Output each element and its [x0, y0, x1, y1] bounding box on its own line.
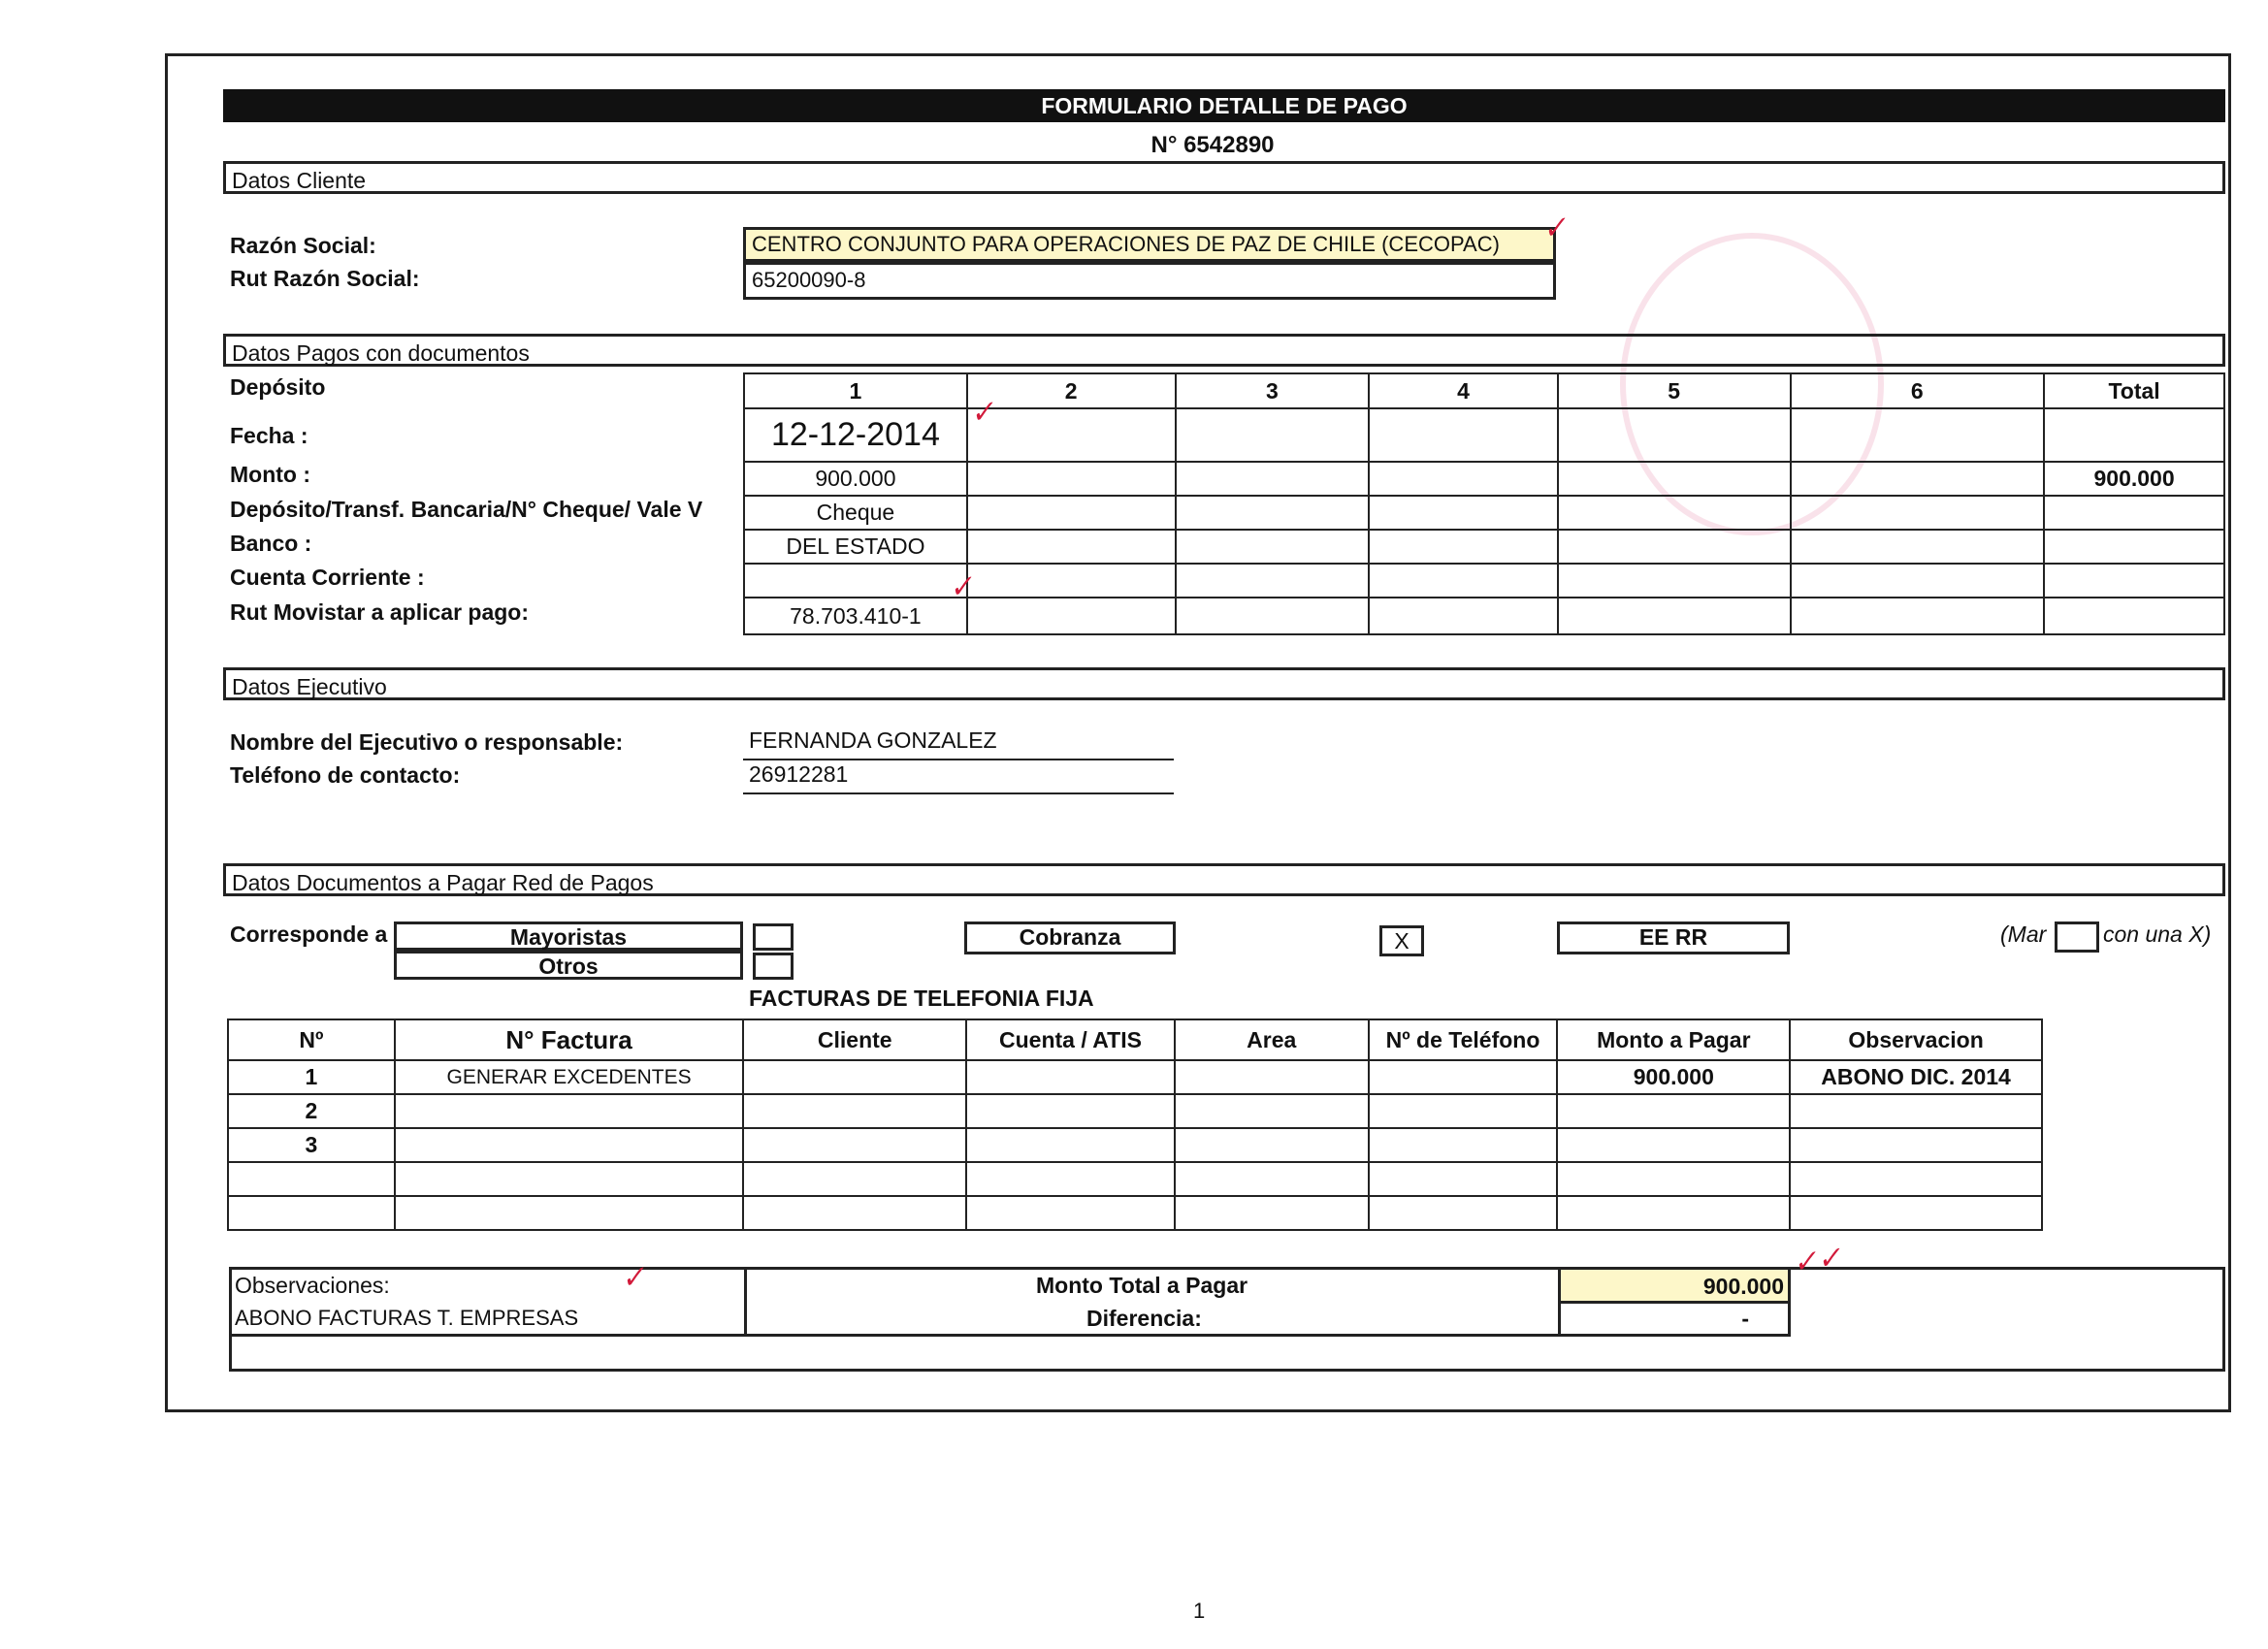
fecha-label: Fecha :	[230, 423, 308, 448]
tipo-cell-4	[1369, 496, 1558, 530]
rut-razon-social-value: 65200090-8	[743, 262, 1556, 300]
factura-row2-observacion	[1790, 1094, 2042, 1128]
factura-row4-cuenta	[966, 1162, 1175, 1196]
factura-row3-no: 3	[228, 1128, 395, 1162]
marque-example-box	[2055, 922, 2099, 953]
monto-cell-2	[967, 462, 1176, 496]
factura-row1-observacion: ABONO DIC. 2014	[1790, 1060, 2042, 1094]
factura-row1-monto: 900.000	[1557, 1060, 1790, 1094]
cuenta-corriente-label: Cuenta Corriente :	[230, 565, 425, 590]
rut-movistar-cell-4	[1369, 598, 1558, 634]
pagos-col-4: 4	[1369, 373, 1558, 408]
facturas-title: FACTURAS DE TELEFONIA FIJA	[749, 986, 1094, 1011]
check-mark: ✓	[946, 569, 976, 605]
factura-row4-telefono	[1369, 1162, 1558, 1196]
monto-cell-6	[1791, 462, 2045, 496]
banco-cell-2	[967, 530, 1176, 564]
rut-movistar-cell-5	[1558, 598, 1791, 634]
corresponde-label: Corresponde a	[230, 922, 388, 947]
check-mark: ✓	[618, 1260, 648, 1296]
fecha-cell-2	[967, 408, 1176, 462]
fecha-cell-1: 12-12-2014	[744, 408, 967, 462]
monto-cell-5	[1558, 462, 1791, 496]
telefono-contacto-value: 26912281	[743, 761, 1174, 794]
fecha-cell-4	[1369, 408, 1558, 462]
pagos-col-6: 6	[1791, 373, 2045, 408]
factura-row5-cuenta	[966, 1196, 1175, 1230]
razon-social-label: Razón Social:	[230, 233, 376, 258]
factura-row1-telefono	[1369, 1060, 1558, 1094]
razon-social-value: CENTRO CONJUNTO PARA OPERACIONES DE PAZ DE CHILE (CECOPAC)	[743, 227, 1556, 262]
monto-total-value: 900.000	[1558, 1267, 1791, 1304]
telefono-contacto-label: Teléfono de contacto:	[230, 762, 461, 788]
facturas-header-observacion: Observacion	[1790, 1019, 2042, 1060]
facturas-header-cliente: Cliente	[743, 1019, 966, 1060]
section-datos-cliente: Datos Cliente	[223, 161, 2225, 194]
banco-cell-3	[1176, 530, 1370, 564]
factura-row5-observacion	[1790, 1196, 2042, 1230]
factura-row2-cliente	[743, 1094, 966, 1128]
observaciones-label: Observaciones:	[235, 1273, 390, 1298]
factura-row5-telefono	[1369, 1196, 1558, 1230]
monto-total-label: Monto Total a Pagar	[1036, 1273, 1248, 1298]
cobranza-checkbox[interactable]: X	[1379, 925, 1424, 956]
otros-checkbox[interactable]	[753, 953, 794, 980]
table-row	[228, 1060, 2042, 1094]
factura-row5-monto	[1557, 1196, 1790, 1230]
banco-cell-total	[2044, 530, 2224, 564]
table-row	[228, 1128, 2042, 1162]
factura-row5-no	[228, 1196, 395, 1230]
factura-row2-factura	[395, 1094, 744, 1128]
factura-row4-factura	[395, 1162, 744, 1196]
check-mark: ✓	[967, 395, 997, 431]
tipo-cell-total	[2044, 496, 2224, 530]
mayoristas-checkbox[interactable]	[753, 923, 794, 951]
nombre-ejecutivo-value: FERNANDA GONZALEZ	[743, 728, 1174, 760]
section-datos-documentos: Datos Documentos a Pagar Red de Pagos	[223, 863, 2225, 896]
monto-label: Monto :	[230, 462, 311, 487]
rut-movistar-cell-2	[967, 598, 1176, 634]
banco-label: Banco :	[230, 531, 312, 556]
pagos-col-total: Total	[2044, 373, 2224, 408]
marque-note-a: (Mar	[2000, 922, 2047, 947]
tipo-cell-3	[1176, 496, 1370, 530]
factura-row2-no: 2	[228, 1094, 395, 1128]
monto-cell-total: 900.000	[2044, 462, 2224, 496]
fecha-cell-5	[1558, 408, 1791, 462]
cobranza-box: Cobranza	[964, 922, 1176, 954]
tipo-cell-1: Cheque	[744, 496, 967, 530]
factura-row3-telefono	[1369, 1128, 1558, 1162]
facturas-header-factura: N° Factura	[395, 1019, 744, 1060]
form-title: FORMULARIO DETALLE DE PAGO	[223, 89, 2225, 122]
rut-movistar-cell-3	[1176, 598, 1370, 634]
factura-row4-area	[1175, 1162, 1369, 1196]
facturas-header-telefono: Nº de Teléfono	[1369, 1019, 1558, 1060]
factura-row4-observacion	[1790, 1162, 2042, 1196]
factura-row3-monto	[1557, 1128, 1790, 1162]
banco-cell-5	[1558, 530, 1791, 564]
factura-row2-monto	[1557, 1094, 1790, 1128]
fecha-cell-total	[2044, 408, 2224, 462]
factura-row1-cuenta	[966, 1060, 1175, 1094]
factura-row4-cliente	[743, 1162, 966, 1196]
otros-box: Otros	[394, 951, 743, 980]
facturas-table	[227, 1018, 2043, 1231]
rut-movistar-cell-total	[2044, 598, 2224, 634]
factura-row1-cliente	[743, 1060, 966, 1094]
mayoristas-box: Mayoristas	[394, 922, 743, 951]
rut-movistar-label: Rut Movistar a aplicar pago:	[230, 599, 530, 625]
page-number: 1	[1193, 1599, 1206, 1623]
deposito-label: Depósito	[230, 374, 326, 400]
pagos-col-3: 3	[1176, 373, 1370, 408]
monto-cell-3	[1176, 462, 1370, 496]
fecha-cell-3	[1176, 408, 1370, 462]
pagos-col-5: 5	[1558, 373, 1791, 408]
table-row	[228, 1162, 2042, 1196]
tipo-cell-6	[1791, 496, 2045, 530]
check-mark: ✓✓	[1790, 1241, 1844, 1280]
factura-row1-factura: GENERAR EXCEDENTES	[395, 1060, 744, 1094]
facturas-header-monto: Monto a Pagar	[1557, 1019, 1790, 1060]
cuenta-cell-4	[1369, 564, 1558, 598]
factura-row3-area	[1175, 1128, 1369, 1162]
diferencia-label: Diferencia:	[1086, 1306, 1202, 1331]
factura-row2-area	[1175, 1094, 1369, 1128]
tipo-cell-5	[1558, 496, 1791, 530]
cuenta-cell-3	[1176, 564, 1370, 598]
tipo-deposito-label: Depósito/Transf. Bancaria/N° Cheque/ Vale V	[230, 497, 703, 522]
factura-row2-telefono	[1369, 1094, 1558, 1128]
factura-row5-cliente	[743, 1196, 966, 1230]
factura-row3-cuenta	[966, 1128, 1175, 1162]
rut-movistar-cell-6	[1791, 598, 2045, 634]
cuenta-cell-6	[1791, 564, 2045, 598]
monto-cell-1: 900.000	[744, 462, 967, 496]
pagos-col-2: 2	[967, 373, 1176, 408]
monto-cell-4	[1369, 462, 1558, 496]
fecha-cell-6	[1791, 408, 2045, 462]
banco-cell-6	[1791, 530, 2045, 564]
facturas-header-cuenta: Cuenta / ATIS	[966, 1019, 1175, 1060]
factura-row5-area	[1175, 1196, 1369, 1230]
factura-row3-cliente	[743, 1128, 966, 1162]
cuenta-cell-1	[744, 564, 967, 598]
cuenta-cell-5	[1558, 564, 1791, 598]
eerr-box: EE RR	[1557, 922, 1790, 954]
factura-row1-no: 1	[228, 1060, 395, 1094]
observaciones-value: ABONO FACTURAS T. EMPRESAS	[235, 1306, 579, 1330]
factura-row3-observacion	[1790, 1128, 2042, 1162]
marque-note-b: con una X)	[2103, 922, 2212, 947]
table-row	[228, 1196, 2042, 1230]
pagos-col-1: 1	[744, 373, 967, 408]
rut-razon-social-label: Rut Razón Social:	[230, 266, 420, 291]
factura-row4-no	[228, 1162, 395, 1196]
form-number: N° 6542890	[1150, 132, 1275, 158]
factura-row4-monto	[1557, 1162, 1790, 1196]
rut-movistar-cell-1: 78.703.410-1	[744, 598, 967, 634]
factura-row2-cuenta	[966, 1094, 1175, 1128]
table-row	[228, 1094, 2042, 1128]
nombre-ejecutivo-label: Nombre del Ejecutivo o responsable:	[230, 729, 624, 755]
section-datos-ejecutivo: Datos Ejecutivo	[223, 667, 2225, 700]
banco-cell-4	[1369, 530, 1558, 564]
check-mark: ✓	[1539, 210, 1570, 246]
diferencia-value: -	[1558, 1304, 1791, 1337]
cuenta-cell-total	[2044, 564, 2224, 598]
cuenta-cell-2	[967, 564, 1176, 598]
tipo-cell-2	[967, 496, 1176, 530]
factura-row5-factura	[395, 1196, 744, 1230]
banco-cell-1: DEL ESTADO	[744, 530, 967, 564]
facturas-header-area: Area	[1175, 1019, 1369, 1060]
facturas-header-no: Nº	[228, 1019, 395, 1060]
factura-row3-factura	[395, 1128, 744, 1162]
section-datos-pagos: Datos Pagos con documentos	[223, 334, 2225, 367]
factura-row1-area	[1175, 1060, 1369, 1094]
